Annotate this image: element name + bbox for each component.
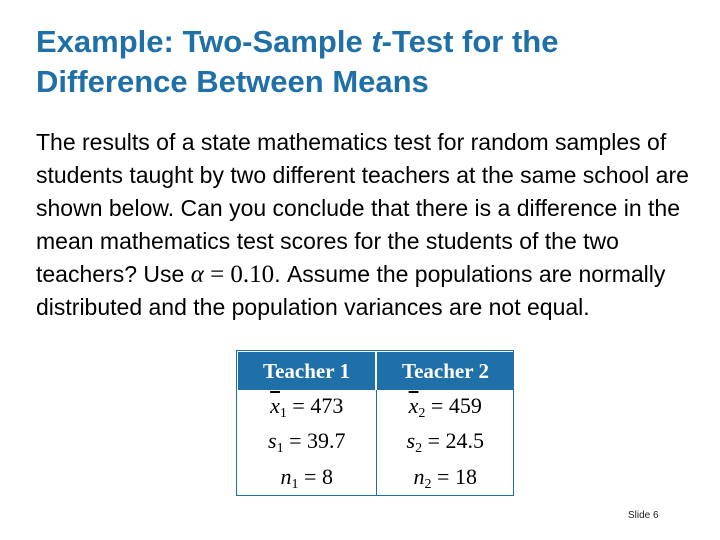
cell-n-1: $n_1 = 8$ bbox=[238, 461, 376, 496]
title-text-3: Difference Between Means bbox=[36, 64, 429, 99]
slide-title bbox=[36, 22, 696, 102]
body-text-part2: . Assume the populations are normally distributed and the population variances are not equal. bbox=[36, 261, 666, 320]
alpha-expression bbox=[191, 261, 274, 288]
alpha-value: = 0.10 bbox=[203, 261, 275, 288]
table-row-sd bbox=[238, 425, 514, 460]
table-row-mean bbox=[238, 390, 514, 425]
header-teacher-2: Teacher 2 bbox=[376, 352, 514, 390]
cell-sd-2: $s_2 = 24.5$ bbox=[406, 428, 484, 457]
cell-n-2: $n_2 = 18$ bbox=[413, 463, 477, 492]
sample-statistics-table bbox=[238, 352, 514, 496]
title-t-letter: t bbox=[371, 24, 382, 59]
title-text-1: Example: Two-Sample bbox=[36, 24, 372, 59]
table-row-n bbox=[238, 461, 514, 496]
alpha-symbol: α bbox=[190, 261, 204, 288]
header-teacher-1: Teacher 1 bbox=[238, 352, 376, 390]
slide-number: Slide 6 bbox=[628, 510, 659, 521]
cell-mean-2: $\overline{x}_2 = 459$ bbox=[408, 393, 482, 422]
cell-mean-1: $\overline{x}_1 = 473$ bbox=[238, 390, 376, 425]
cell-sd-1: $s_1 = 39.7$ bbox=[238, 425, 376, 460]
title-text-2: -Test for the bbox=[381, 24, 559, 59]
problem-statement bbox=[36, 126, 696, 324]
table-header-row bbox=[238, 352, 514, 390]
body-text-part1: The results of a state mathematics test for random samples of students taught by two different teachers at the same school are shown below. Can you conclude that there is a difference in the mean mathematics test scores for the students of the two teachers? Use bbox=[36, 129, 689, 287]
